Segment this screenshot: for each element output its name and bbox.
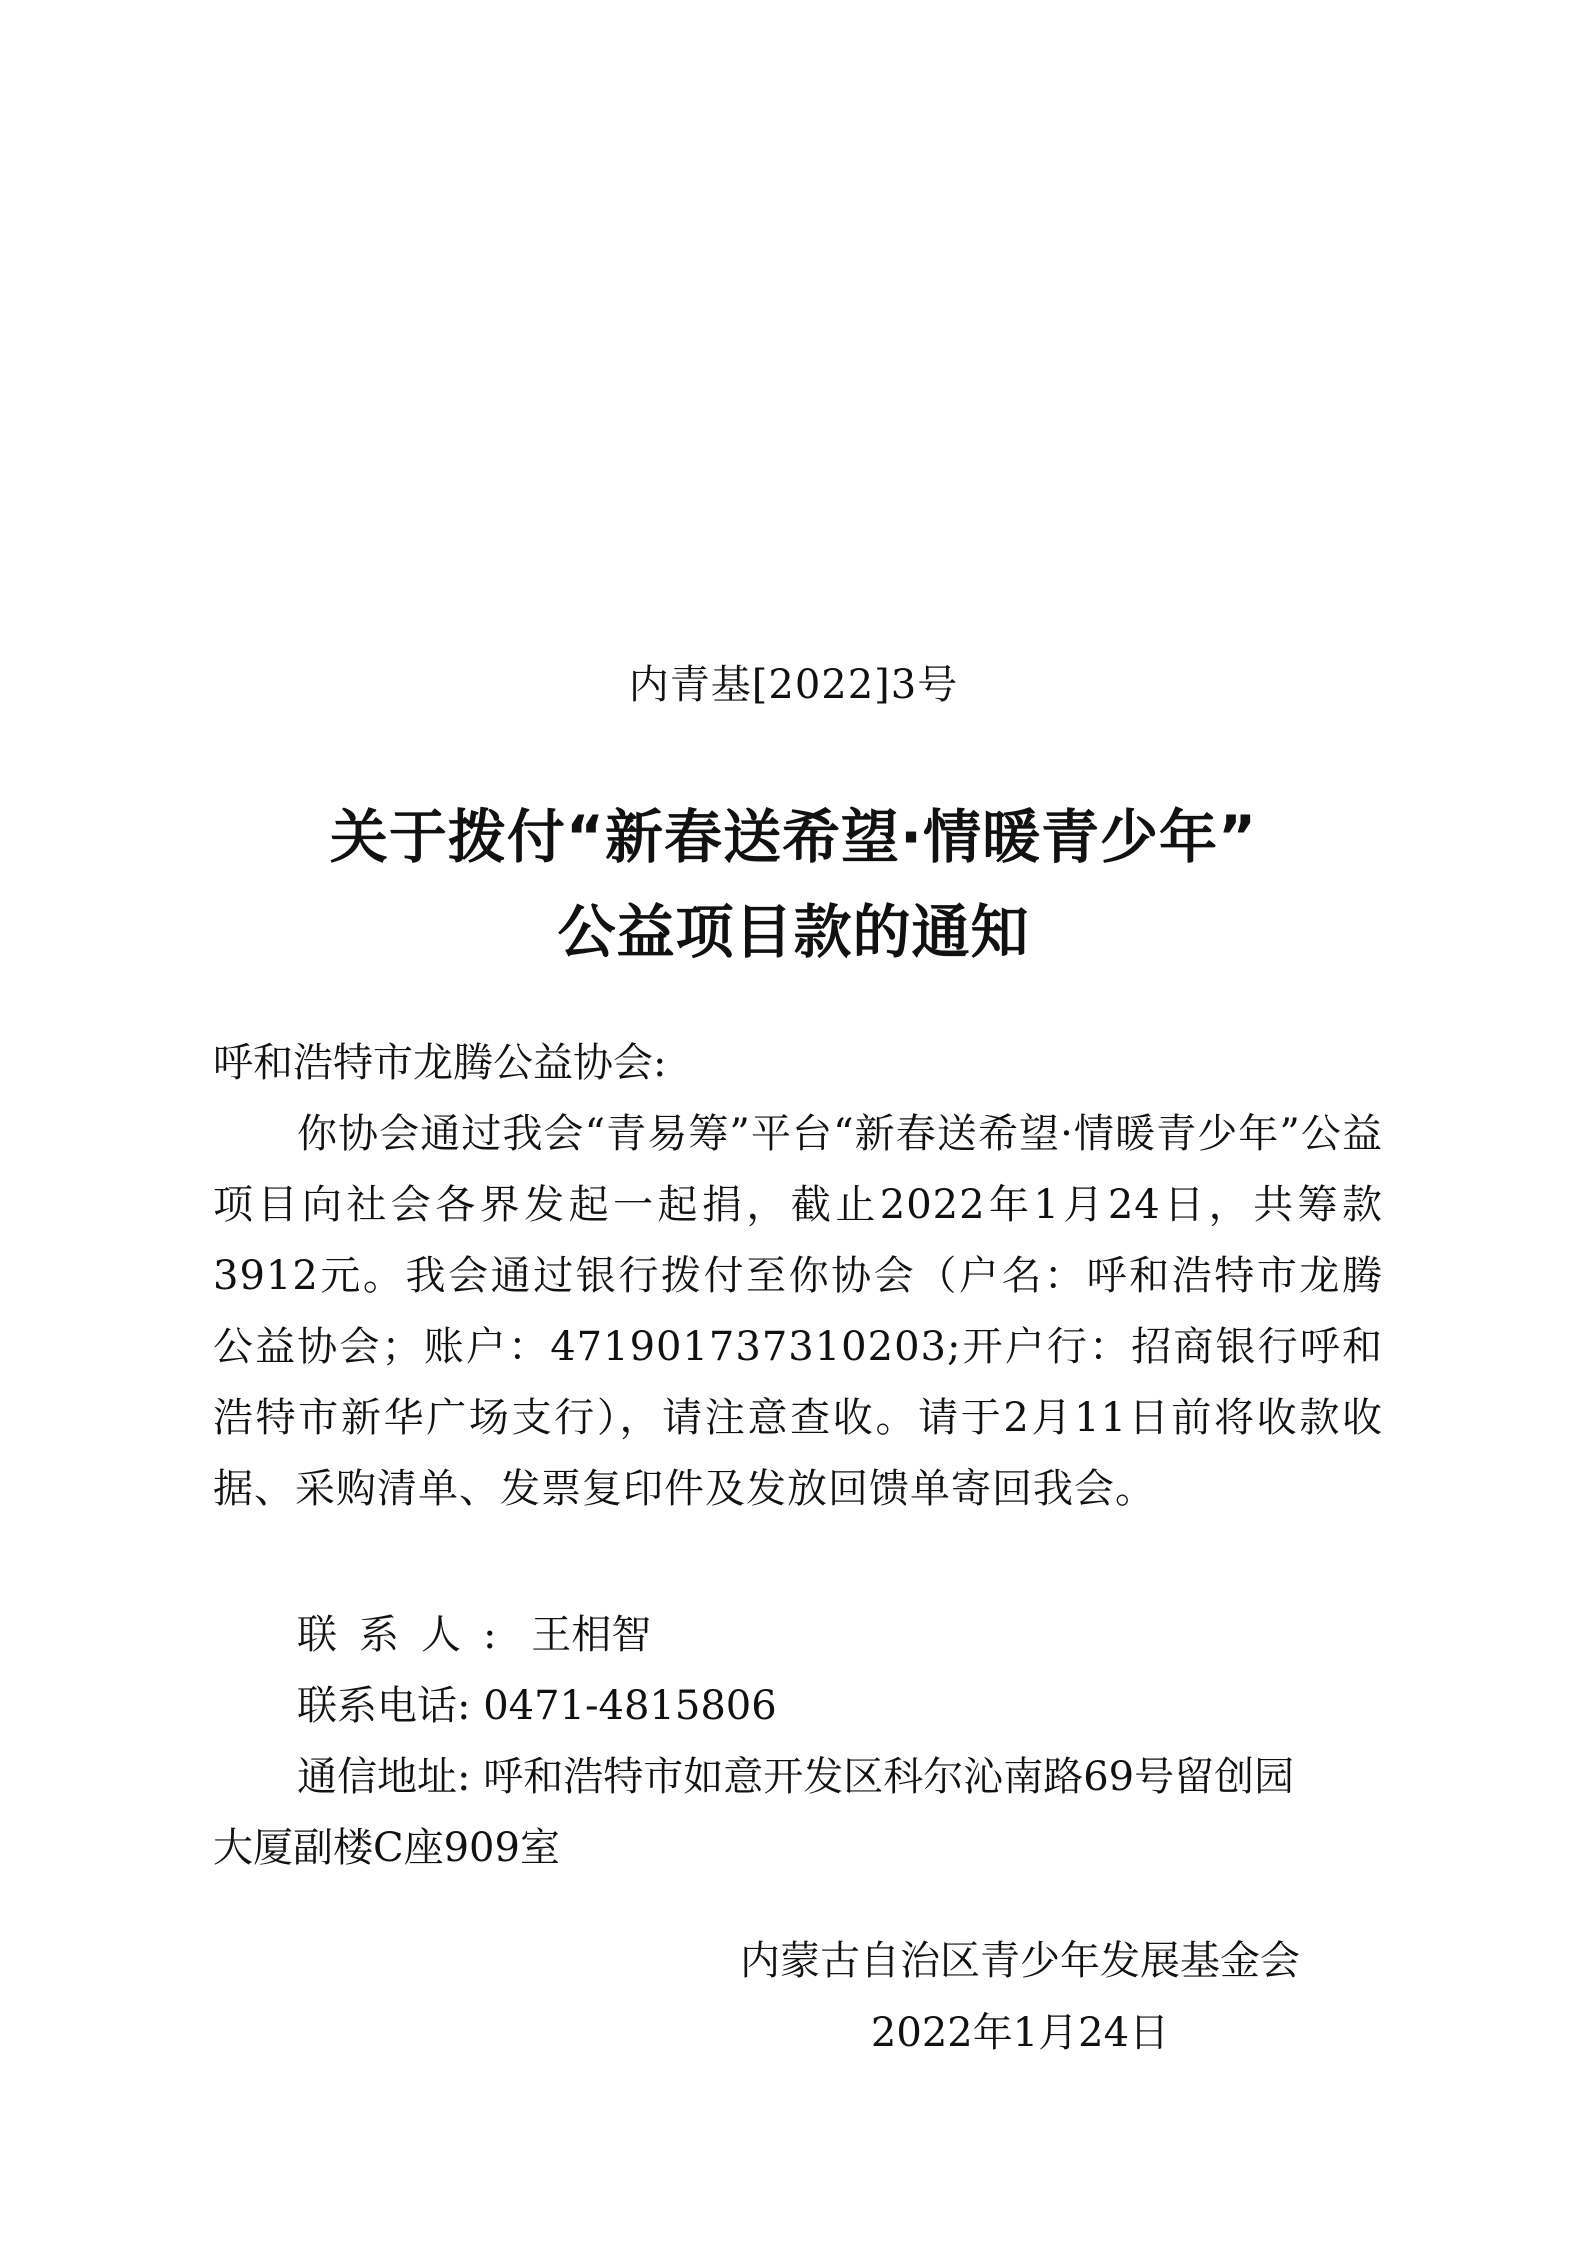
contact-address-tail: 大厦副楼C座909室 bbox=[213, 1825, 560, 1871]
document-number: 内青基[2022]3号 bbox=[628, 662, 959, 708]
contact-phone-value: 0471-4815806 bbox=[483, 1683, 777, 1729]
title-line-2: 公益项目款的通知 bbox=[557, 898, 1030, 966]
contact-person-row bbox=[213, 1600, 1383, 1671]
signature-block bbox=[700, 1925, 1340, 2069]
contact-phone-label: 联系电话: bbox=[297, 1683, 471, 1729]
contact-person-value: 王相智 bbox=[531, 1612, 652, 1658]
document-title bbox=[0, 790, 1587, 980]
title-line-1: 关于拨付“新春送希望·情暖青少年” bbox=[329, 803, 1258, 871]
contact-person-label: 联系人: bbox=[297, 1612, 519, 1658]
contact-address-value: 呼和浩特市如意开发区科尔沁南路69号留创园 bbox=[483, 1754, 1295, 1800]
contact-address-row bbox=[213, 1742, 1383, 1813]
salutation: 呼和浩特市龙腾公益协会: bbox=[213, 1040, 667, 1086]
signature-date: 2022年1月24日 bbox=[870, 2010, 1170, 2056]
body-paragraph: 你协会通过我会“青易筹”平台“新春送希望·情暖青少年”公益项目向社会各界发起一起捐，截止2022年1月24日，共筹款3912元。我会通过银行拨付至你协会（户名：呼和浩特市龙腾公益协会；账户：471901737310203;开户行：招商银行呼和浩特市新华广场支行），请注意查收。请于2月11日前将收款收据、采购清单、发票复印件及发放回馈单寄回我会。 bbox=[213, 1111, 1383, 1512]
contact-address-label: 通信地址: bbox=[297, 1754, 471, 1800]
signature-organization: 内蒙古自治区青少年发展基金会 bbox=[740, 1938, 1300, 1984]
contact-phone-row bbox=[213, 1671, 1383, 1742]
contact-block bbox=[213, 1600, 1383, 1884]
